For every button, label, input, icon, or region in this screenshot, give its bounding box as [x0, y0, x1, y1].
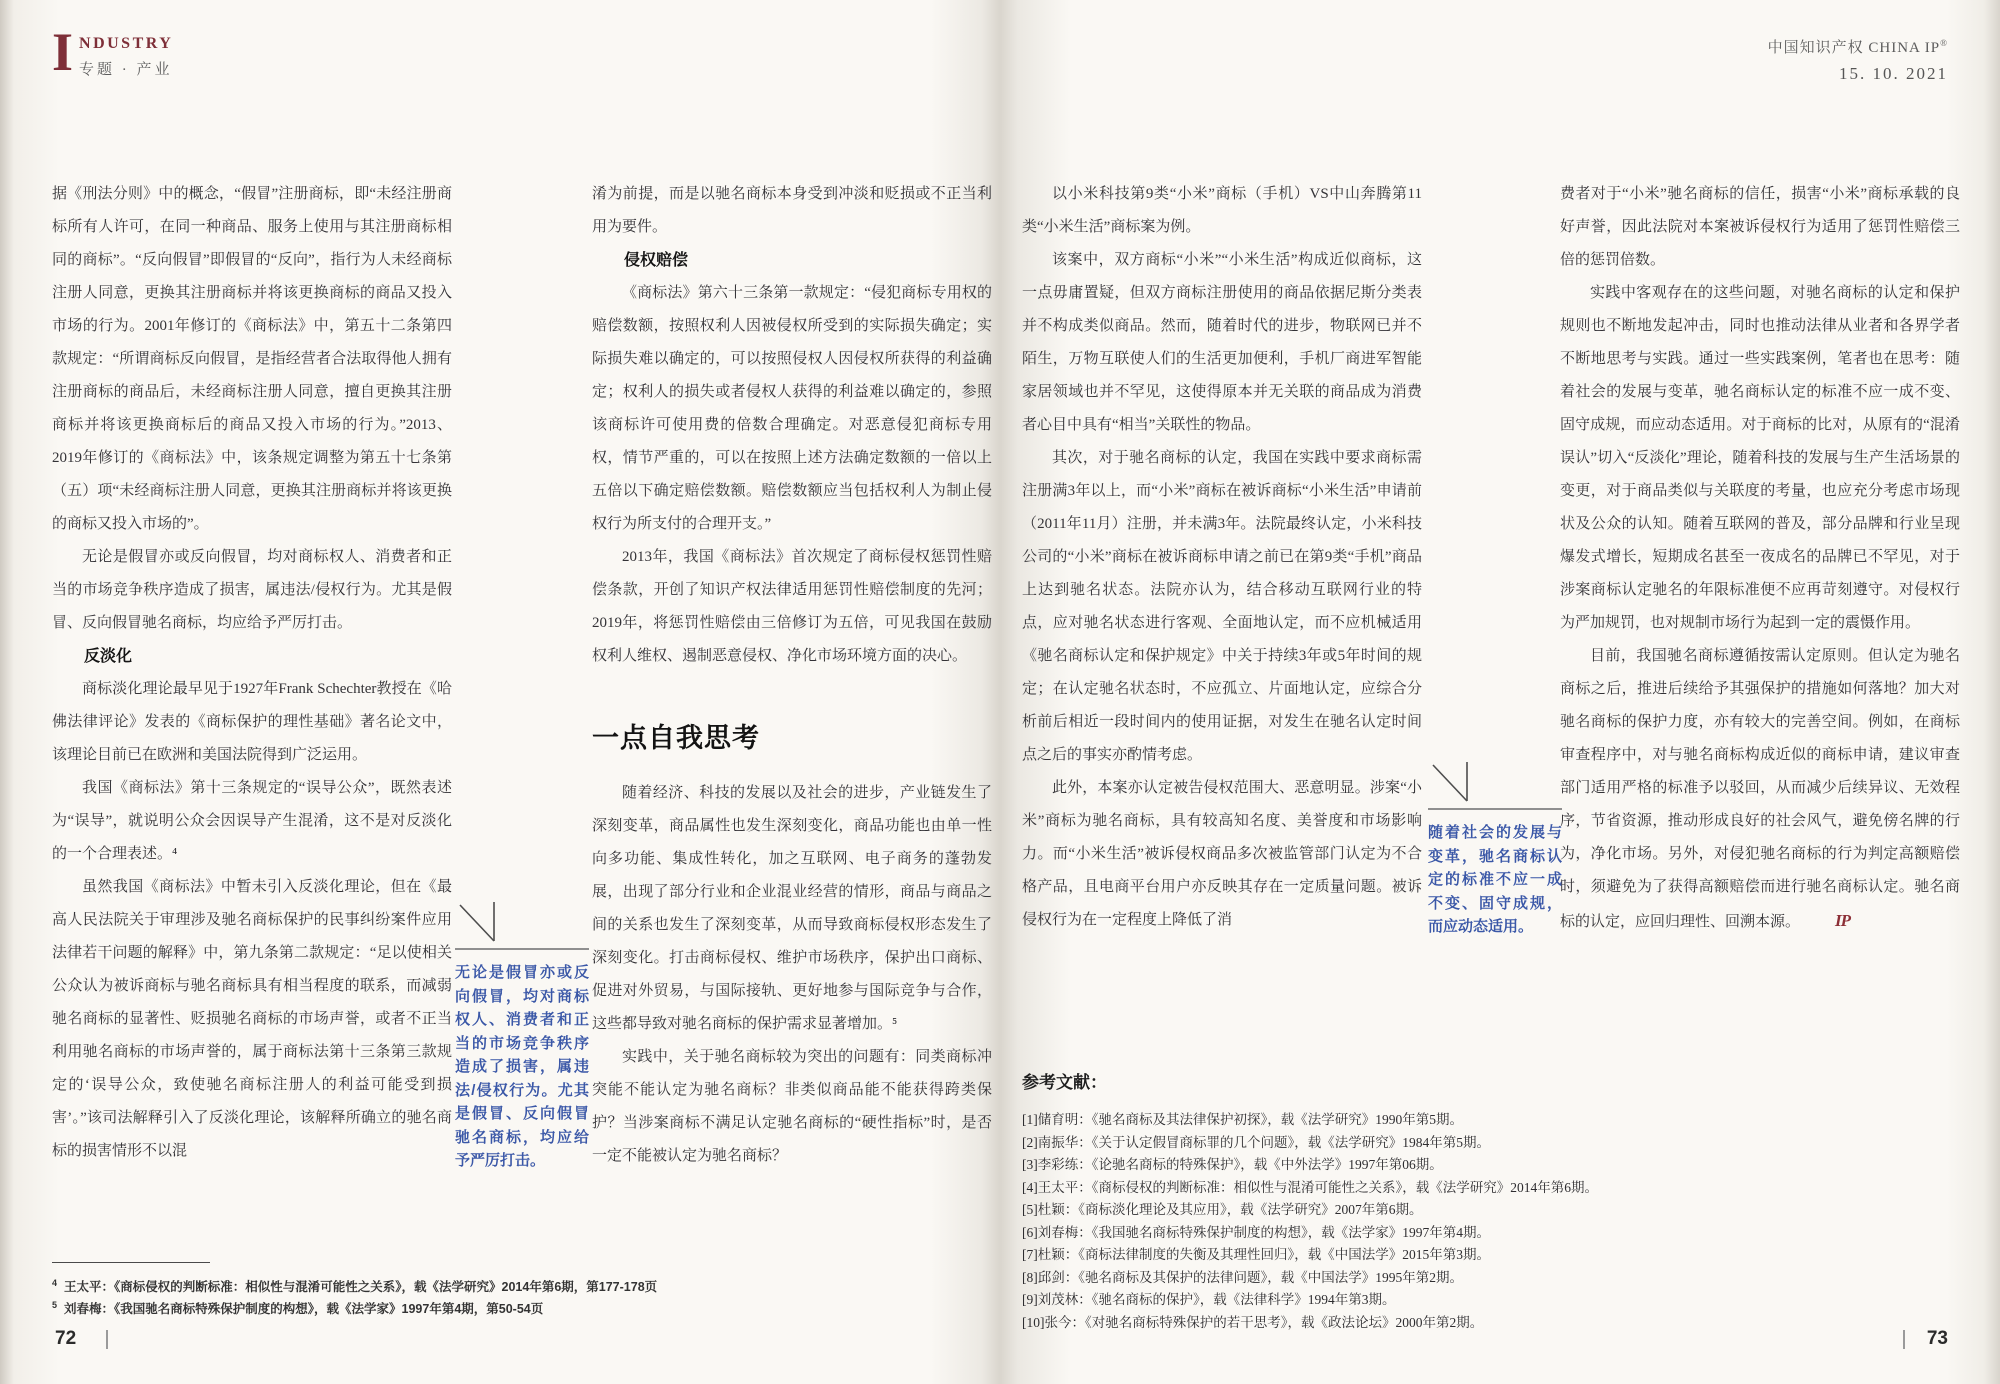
paragraph: 其次，对于驰名商标的认定，我国在实践中要求商标需注册满3年以上，而“小米”商标在被诉商标“小米生活”申请前（2011年11月）注册，并未满3年。法院最终认定，小米科技公司的“小米”商标在被诉商标申请之前已在第9类“手机”商品上达到驰名状态。法院亦认为，结合移动互联网行业的特点，应对驰名状态进行客观、全面地认定，而不应机械适用《驰名商标认定和保护规定》中关于持续3年或5年时间的规定；在认定驰名状态时，不应孤立、片面地认定，应综合分析前后相近一段时间内的使用证据，对发生在驰名认定时间点之后的事实亦酌情考虑。	[1022, 450, 1422, 763]
reference-item: [7]杜颖：《商标法律制度的失衡及其理性回归》，载《中国法学》2015年第3期。	[1022, 1247, 1490, 1262]
registered-mark: ®	[1940, 38, 1948, 48]
reference-item: [5]杜颖：《商标淡化理论及其应用》，载《法学研究》2007年第6期。	[1022, 1202, 1423, 1217]
references-section	[1022, 1068, 1842, 1334]
reference-item: [4]王太平：《商标侵权的判断标准：相似性与混淆可能性之关系》，载《法学研究》2014年第6期。	[1022, 1179, 1598, 1195]
issue-date: 15. 10. 2021	[1839, 64, 1948, 83]
arrow-down-right-icon	[457, 898, 497, 944]
paragraph: 目前，我国驰名商标遵循按需认定原则。但认定为驰名商标之后，推进后续给予其强保护的措施如何落地？加大对驰名商标的保护力度，亦有较大的完善空间。例如，在商标审查程序中，对与驰名商标构成近似的商标申请，建议审查部门适用严格的标准予以驳回，从而减少后续异议、无效程序，节省资源，推动形成良好的社会风气，避免傍名牌的行为，净化市场。另外，对侵犯驰名商标的行为判定高额赔偿时，须避免为了获得高额赔偿而进行驰名商标认定。驰名商标的认定，应回归理性、回溯本源。 IP	[1560, 640, 1960, 939]
pull-quote-text: 无论是假冒亦或反向假冒，均对商标权人、消费者和正当的市场竞争秩序造成了损害，属违法/侵权行为。尤其是假冒、反向假冒驰名商标，均应给予严厉打击。	[455, 964, 589, 1169]
page-number: 72	[55, 1328, 77, 1349]
reference-item: [1]储育明：《驰名商标及其法律保护初探》，载《法学研究》1990年第5期。	[1022, 1112, 1463, 1127]
reference-item: [8]邱剑：《驰名商标及其保护的法律问题》，载《中国法学》1995年第2期。	[1022, 1269, 1463, 1285]
page-number-divider	[106, 1330, 108, 1349]
footnote-item: $^4$ 王太平：《商标侵权的判断标准：相似性与混淆可能性之关系》，载《法学研究》2014年第6期，第177-178页	[52, 1278, 658, 1295]
china-ip-end-mark: IP	[1835, 911, 1851, 930]
paragraph: 虽然我国《商标法》中暂未引入反淡化理论，但在《最高人民法院关于审理涉及驰名商标保护的民事纠纷案件应用法律若干问题的解释》中，第九条第二款规定：“足以使相关公众认为被诉商标与驰名商标具有相当程度的联系，而减弱驰名商标的显著性、贬损驰名商标的市场声誉，或者不正当利用驰名商标的市场声誉的，属于商标法第十三条第三款规定的‘误导公众，致使驰名商标注册人的利益可能受到损害’。”该司法解释引入了反淡化理论，该解释所确立的驰名商标的损害情形不以混	[52, 879, 452, 1159]
reference-item: [2]南振华：《关于认定假冒商标罪的几个问题》，载《法学研究》1984年第5期。	[1022, 1134, 1490, 1150]
paragraph: 无论是假冒亦或反向假冒，均对商标权人、消费者和正当的市场竞争秩序造成了损害，属违法/侵权行为。尤其是假冒、反向假冒驰名商标，均应给予严厉打击。	[52, 549, 452, 631]
footnotes	[52, 1262, 672, 1318]
section-masthead	[52, 22, 174, 82]
page-number-left	[55, 1328, 108, 1350]
paragraph: 此外，本案亦认定被告侵权范围大、恶意明显。涉案“小米”商标为驰名商标，具有较高知名度、美誉度和市场影响力。而“小米生活”被诉侵权商品多次被监管部门认定为不合格产品，且电商平台用户亦反映其存在一定质量问题。被诉侵权行为在一定程度上降低了消	[1022, 780, 1422, 928]
paragraph: 2013年，我国《商标法》首次规定了商标侵权惩罚性赔偿条款，开创了知识产权法律适用惩罚性赔偿制度的先河；2019年，将惩罚性赔偿由三倍修订为五倍，可见我国在鼓励权利人维权、遏制恶意侵权、净化市场环境方面的决心。	[592, 549, 992, 664]
page-number: 73	[1926, 1328, 1948, 1349]
arrow-down-right-icon	[1430, 758, 1470, 804]
reference-item: [9]刘茂林：《驰名商标的保护》，载《法律科学》1994年第3期。	[1022, 1292, 1396, 1307]
paragraph: 该案中，双方商标“小米”“小米生活”构成近似商标，这一点毋庸置疑，但双方商标注册使用的商品依据尼斯分类表并不构成类似商品。然而，随着时代的进步，物联网已并不陌生，万物互联使人们的生活更加便利，手机厂商进军智能家居领域也并不罕见，这使得原本并无关联的商品成为消费者心目中具有“相当”关联性的物品。	[1022, 252, 1422, 433]
pull-quote-text: 随着社会的发展与变革，驰名商标认定的标准不应一成不变、固守成规，而应动态适用。	[1428, 824, 1562, 935]
pull-quote-right	[1428, 758, 1562, 939]
section-heading: 侵权赔偿	[624, 252, 689, 269]
paragraph: 随着经济、科技的发展以及社会的进步，产业链发生了深刻变革，商品属性也发生深刻变化，商品功能也由单一性向多功能、集成性转化，加之互联网、电子商务的蓬勃发展，出现了部分行业和企业混业经营的情形，商品与商品之间的关系也发生了深刻变革，从而导致商标侵权形态发生了深刻变化。打击商标侵权、维护市场秩序，保护出口商标、促进对外贸易，与国际接轨、更好地参与国际竞争与合作，这些都导致对驰名商标的保护需求显著增加。⁵	[592, 785, 992, 1032]
article-column-1	[52, 178, 452, 1234]
section-heading: 反淡化	[84, 648, 133, 665]
paragraph: 实践中，关于驰名商标较为突出的问题有：同类商标冲突能不能认定为驰名商标？非类似商品能不能获得跨类保护？当涉案商标不满足认定驰名商标的“硬性指标”时，是否一定不能被认定为驰名商标？	[592, 1049, 992, 1164]
paragraph: 我国《商标法》第十三条规定的“误导公众”，既然表述为“误导”，就说明公众会因误导产生混淆，这不是对反淡化的一个合理表述。⁴	[52, 780, 452, 862]
paragraph: 《商标法》第六十三条第一款规定：“侵犯商标专用权的赔偿数额，按照权利人因被侵权所受到的实际损失确定；实际损失难以确定的，可以按照侵权人因侵权所获得的利益确定；权利人的损失或者侵权人获得的利益难以确定的，参照该商标许可使用费的倍数合理确定。对恶意侵犯商标专用权，情节严重的，可以在按照上述方法确定数额的一倍以上五倍以下确定赔偿数额。赔偿数额应当包括权利人为制止侵权行为所支付的合理开支。”	[592, 285, 992, 532]
references-title: 参考文献：	[1022, 1073, 1107, 1092]
paragraph: 费者对于“小米”驰名商标的信任，损害“小米”商标承载的良好声誉，因此法院对本案被诉侵权行为适用了惩罚性赔偿三倍的惩罚倍数。	[1560, 186, 1960, 268]
article-column-2	[592, 178, 992, 1234]
footnote-item: $^5$ 刘春梅：《我国驰名商标特殊保护制度的构想》，载《法学家》1997年第4期，第50-54页	[52, 1300, 544, 1317]
footnote-divider	[52, 1262, 210, 1263]
pull-quote-rule	[1428, 808, 1562, 810]
masthead-initial: I	[52, 22, 74, 82]
footnote-number: 4	[52, 1278, 58, 1288]
page-number-right	[1903, 1328, 1948, 1350]
reference-item: [10]张今：《对驰名商标特殊保护的若干思考》，载《政法论坛》2000年第2期。	[1022, 1314, 1484, 1330]
paragraph: 淆为前提，而是以驰名商标本身受到冲淡和贬损或不正当利用为要件。	[592, 186, 992, 235]
masthead-word: NDUSTRY	[79, 35, 174, 52]
footnote-number: 5	[52, 1300, 58, 1311]
section-heading: 一点自我思考	[592, 723, 760, 753]
magazine-brand-header	[1768, 36, 1948, 84]
paragraph: 实践中客观存在的这些问题，对驰名商标的认定和保护规则也不断地发起冲击，同时也推动法律从业者和各界学者不断地思考与实践。通过一些实践案例，笔者也在思考：随着社会的发展与变革，驰名商标认定的标准不应一成不变、固守成规，而应动态适用。对于商标的比对，从原有的“混淆误认”切入“反淡化”理论，随着科技的发展与生产生活场景的变更，对于商品类似与关联度的考量，也应充分考虑市场现状及公众的认知。随着互联网的普及，部分品牌和行业呈现爆发式增长，短期成名甚至一夜成名的品牌已不罕见，对于涉案商标认定驰名的年限标准便不应再苛刻遵守。对侵权行为严加规罚，也对规制市场行为起到一定的震慑作用。	[1560, 285, 1960, 631]
pull-quote-rule	[455, 948, 589, 950]
reference-item: [6]刘春梅：《我国驰名商标特殊保护制度的构想》，载《法学家》1997年第4期。	[1022, 1224, 1490, 1240]
reference-item: [3]李彩练：《论驰名商标的特殊保护》，载《中外法学》1997年第06期。	[1022, 1157, 1443, 1172]
brand-name: 中国知识产权 CHINA IP®	[1767, 38, 1948, 56]
pull-quote-left	[455, 898, 589, 1173]
article-column-4	[1560, 178, 1960, 1064]
page-number-divider	[1903, 1330, 1905, 1349]
paragraph: 据《刑法分则》中的概念，“假冒”注册商标，即“未经注册商标所有人许可，在同一种商品、服务上使用与其注册商标相同的商标”。“反向假冒”即假冒的“反向”，指行为人未经商标注册人同意，更换其注册商标并将该更换商标的商品又投入市场的行为。2001年修订的《商标法》中，第五十二条第四款规定：“所谓商标反向假冒，是指经营者合法取得他人拥有注册商标的商品后，未经商标注册人同意，擅自更换其注册商标并将该更换商标后的商品又投入市场的行为。”2013、2019年修订的《商标法》中，该条规定调整为第五十七条第（五）项“未经商标注册人同意，更换其注册商标并将该更换的商标又投入市场的”。	[52, 186, 452, 532]
masthead-subtitle: 专题 · 产业	[79, 62, 173, 78]
paragraph: 商标淡化理论最早见于1927年Frank Schechter教授在《哈佛法律评论》发表的《商标保护的理性基础》著名论文中，该理论目前已在欧洲和美国法院得到广泛运用。	[52, 681, 452, 763]
article-column-3	[1022, 178, 1422, 1064]
paragraph: 以小米科技第9类“小米”商标（手机）VS中山奔腾第11类“小米生活”商标案为例。	[1022, 186, 1422, 235]
